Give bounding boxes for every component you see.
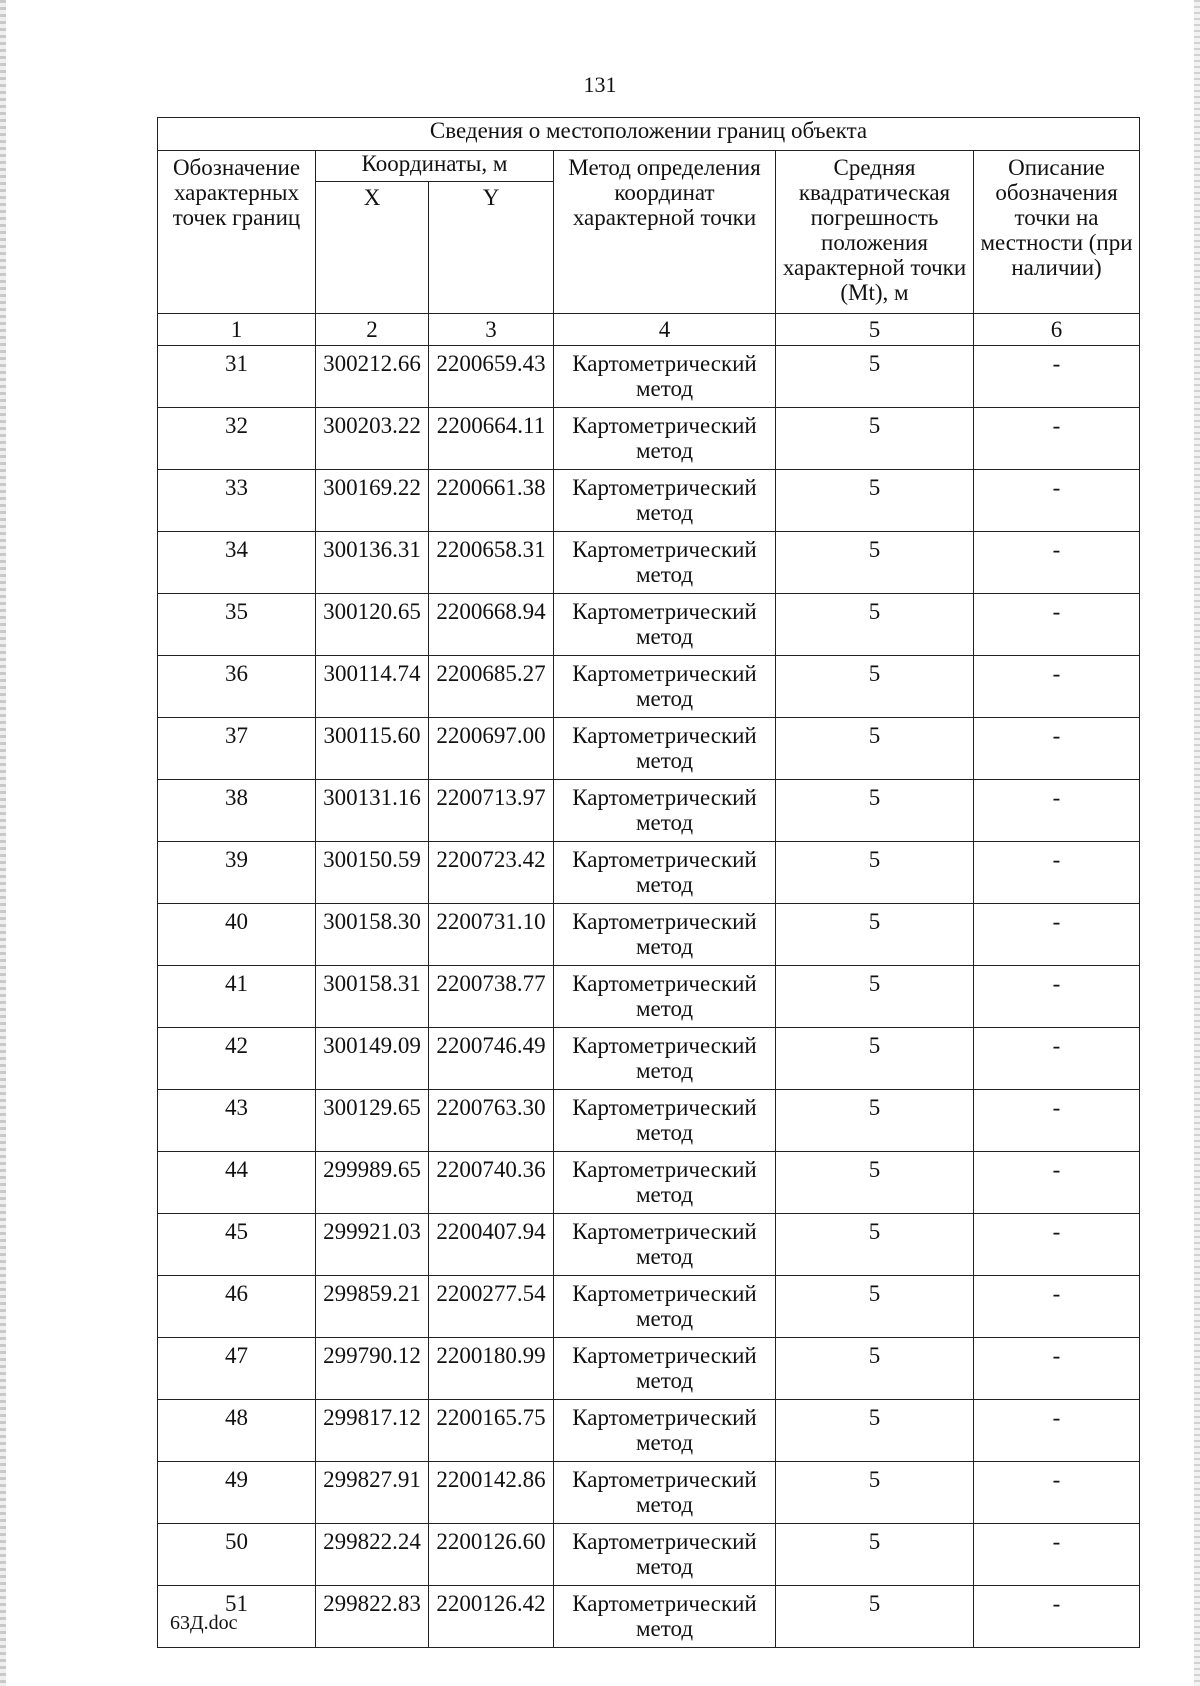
cell-y-coordinate: 2200277.54 xyxy=(429,1276,554,1338)
table-row xyxy=(158,1338,1140,1400)
table-row xyxy=(158,1090,1140,1152)
column-number-row xyxy=(158,314,1140,346)
cell-y-coordinate: 2200731.10 xyxy=(429,904,554,966)
cell-y-coordinate: 2200142.86 xyxy=(429,1462,554,1524)
cell-method: Картометрический метод xyxy=(554,408,776,470)
cell-point-number: 31 xyxy=(158,346,316,408)
cell-method: Картометрический метод xyxy=(554,1338,776,1400)
cell-method: Картометрический метод xyxy=(554,1586,776,1648)
cell-error: 5 xyxy=(776,346,974,408)
cell-error: 5 xyxy=(776,1462,974,1524)
cell-x-coordinate: 299822.83 xyxy=(316,1586,429,1648)
cell-point-number: 36 xyxy=(158,656,316,718)
cell-description: - xyxy=(974,532,1140,594)
cell-y-coordinate: 2200126.60 xyxy=(429,1524,554,1586)
cell-description: - xyxy=(974,470,1140,532)
cell-method: Картометрический метод xyxy=(554,1152,776,1214)
cell-method: Картометрический метод xyxy=(554,1462,776,1524)
cell-description: - xyxy=(974,842,1140,904)
cell-x-coordinate: 299817.12 xyxy=(316,1400,429,1462)
cell-error: 5 xyxy=(776,904,974,966)
cell-point-number: 38 xyxy=(158,780,316,842)
cell-y-coordinate: 2200723.42 xyxy=(429,842,554,904)
cell-point-number: 34 xyxy=(158,532,316,594)
cell-error: 5 xyxy=(776,1524,974,1586)
table-row xyxy=(158,1214,1140,1276)
cell-x-coordinate: 300203.22 xyxy=(316,408,429,470)
cell-description: - xyxy=(974,966,1140,1028)
cell-method: Картометрический метод xyxy=(554,780,776,842)
column-number: 1 xyxy=(158,314,316,346)
cell-point-number: 46 xyxy=(158,1276,316,1338)
cell-y-coordinate: 2200664.11 xyxy=(429,408,554,470)
cell-error: 5 xyxy=(776,780,974,842)
cell-method: Картометрический метод xyxy=(554,842,776,904)
cell-point-number: 50 xyxy=(158,1524,316,1586)
cell-point-number: 47 xyxy=(158,1338,316,1400)
cell-description: - xyxy=(974,1152,1140,1214)
cell-method: Картометрический метод xyxy=(554,656,776,718)
cell-y-coordinate: 2200738.77 xyxy=(429,966,554,1028)
cell-point-number: 42 xyxy=(158,1028,316,1090)
cell-y-coordinate: 2200713.97 xyxy=(429,780,554,842)
cell-description: - xyxy=(974,780,1140,842)
cell-method: Картометрический метод xyxy=(554,1400,776,1462)
cell-description: - xyxy=(974,1462,1140,1524)
table-row xyxy=(158,346,1140,408)
column-number: 5 xyxy=(776,314,974,346)
cell-method: Картометрический метод xyxy=(554,1028,776,1090)
cell-method: Картометрический метод xyxy=(554,532,776,594)
cell-point-number: 43 xyxy=(158,1090,316,1152)
cell-y-coordinate: 2200685.27 xyxy=(429,656,554,718)
cell-description: - xyxy=(974,718,1140,780)
cell-x-coordinate: 300212.66 xyxy=(316,346,429,408)
cell-y-coordinate: 2200697.00 xyxy=(429,718,554,780)
cell-error: 5 xyxy=(776,532,974,594)
table-row xyxy=(158,1152,1140,1214)
cell-x-coordinate: 299827.91 xyxy=(316,1462,429,1524)
cell-x-coordinate: 300129.65 xyxy=(316,1090,429,1152)
cell-point-number: 45 xyxy=(158,1214,316,1276)
cell-y-coordinate: 2200740.36 xyxy=(429,1152,554,1214)
page-number: 131 xyxy=(583,72,617,97)
scan-edge-left xyxy=(0,0,6,1686)
table-row xyxy=(158,780,1140,842)
cell-x-coordinate: 300158.30 xyxy=(316,904,429,966)
header-x: X xyxy=(316,182,429,314)
cell-method: Картометрический метод xyxy=(554,594,776,656)
column-number: 2 xyxy=(316,314,429,346)
footer-filename: 63Д.doc xyxy=(170,1612,238,1634)
cell-x-coordinate: 299822.24 xyxy=(316,1524,429,1586)
cell-method: Картометрический метод xyxy=(554,1524,776,1586)
cell-description: - xyxy=(974,1524,1140,1586)
cell-description: - xyxy=(974,1276,1140,1338)
cell-point-number: 32 xyxy=(158,408,316,470)
cell-y-coordinate: 2200763.30 xyxy=(429,1090,554,1152)
table-row xyxy=(158,408,1140,470)
cell-x-coordinate: 300131.16 xyxy=(316,780,429,842)
cell-description: - xyxy=(974,1586,1140,1648)
header-point-designation: Обозначение характерных точек границ xyxy=(158,151,316,314)
cell-y-coordinate: 2200659.43 xyxy=(429,346,554,408)
boundary-table xyxy=(157,117,1140,1648)
table-row xyxy=(158,1586,1140,1648)
table-row xyxy=(158,532,1140,594)
cell-description: - xyxy=(974,594,1140,656)
cell-method: Картометрический метод xyxy=(554,1214,776,1276)
cell-error: 5 xyxy=(776,470,974,532)
cell-x-coordinate: 300136.31 xyxy=(316,532,429,594)
table-row xyxy=(158,656,1140,718)
cell-error: 5 xyxy=(776,1586,974,1648)
cell-description: - xyxy=(974,1090,1140,1152)
cell-method: Картометрический метод xyxy=(554,346,776,408)
cell-point-number: 39 xyxy=(158,842,316,904)
cell-description: - xyxy=(974,656,1140,718)
cell-description: - xyxy=(974,1338,1140,1400)
cell-error: 5 xyxy=(776,408,974,470)
header-y: Y xyxy=(429,182,554,314)
cell-point-number: 40 xyxy=(158,904,316,966)
table-row xyxy=(158,966,1140,1028)
cell-error: 5 xyxy=(776,1152,974,1214)
cell-error: 5 xyxy=(776,718,974,780)
cell-point-number: 51 xyxy=(158,1586,316,1648)
header-description: Описание обозначения точки на местности (при наличии) xyxy=(974,151,1140,314)
table-row xyxy=(158,1524,1140,1586)
header-coordinates: Координаты, м xyxy=(316,151,554,182)
cell-point-number: 44 xyxy=(158,1152,316,1214)
cell-method: Картометрический метод xyxy=(554,470,776,532)
cell-x-coordinate: 299989.65 xyxy=(316,1152,429,1214)
cell-description: - xyxy=(974,1028,1140,1090)
cell-x-coordinate: 300149.09 xyxy=(316,1028,429,1090)
cell-y-coordinate: 2200746.49 xyxy=(429,1028,554,1090)
table-row xyxy=(158,1400,1140,1462)
cell-error: 5 xyxy=(776,1090,974,1152)
cell-x-coordinate: 300150.59 xyxy=(316,842,429,904)
cell-x-coordinate: 300169.22 xyxy=(316,470,429,532)
cell-y-coordinate: 2200661.38 xyxy=(429,470,554,532)
table-row xyxy=(158,1276,1140,1338)
cell-method: Картометрический метод xyxy=(554,904,776,966)
cell-y-coordinate: 2200658.31 xyxy=(429,532,554,594)
cell-error: 5 xyxy=(776,1028,974,1090)
table-caption: Сведения о местоположении границ объекта xyxy=(158,118,1140,151)
cell-error: 5 xyxy=(776,1338,974,1400)
cell-error: 5 xyxy=(776,656,974,718)
column-number: 6 xyxy=(974,314,1140,346)
table-body xyxy=(158,346,1140,1648)
cell-point-number: 49 xyxy=(158,1462,316,1524)
cell-point-number: 41 xyxy=(158,966,316,1028)
table-row xyxy=(158,904,1140,966)
cell-x-coordinate: 300115.60 xyxy=(316,718,429,780)
table-row xyxy=(158,1028,1140,1090)
header-method: Метод определения координат характерной точки xyxy=(554,151,776,314)
cell-y-coordinate: 2200180.99 xyxy=(429,1338,554,1400)
cell-method: Картометрический метод xyxy=(554,966,776,1028)
cell-method: Картометрический метод xyxy=(554,1090,776,1152)
cell-error: 5 xyxy=(776,594,974,656)
cell-description: - xyxy=(974,904,1140,966)
table-row xyxy=(158,842,1140,904)
cell-description: - xyxy=(974,1214,1140,1276)
cell-x-coordinate: 300120.65 xyxy=(316,594,429,656)
cell-x-coordinate: 300114.74 xyxy=(316,656,429,718)
cell-x-coordinate: 299790.12 xyxy=(316,1338,429,1400)
cell-x-coordinate: 299921.03 xyxy=(316,1214,429,1276)
cell-description: - xyxy=(974,408,1140,470)
cell-point-number: 35 xyxy=(158,594,316,656)
cell-error: 5 xyxy=(776,1400,974,1462)
table-row xyxy=(158,718,1140,780)
column-number: 4 xyxy=(554,314,776,346)
table-row xyxy=(158,1462,1140,1524)
cell-method: Картометрический метод xyxy=(554,718,776,780)
cell-error: 5 xyxy=(776,1214,974,1276)
column-number: 3 xyxy=(429,314,554,346)
cell-y-coordinate: 2200668.94 xyxy=(429,594,554,656)
cell-error: 5 xyxy=(776,966,974,1028)
cell-error: 5 xyxy=(776,842,974,904)
scan-edge-right xyxy=(1194,0,1200,1686)
cell-x-coordinate: 300158.31 xyxy=(316,966,429,1028)
cell-description: - xyxy=(974,1400,1140,1462)
cell-description: - xyxy=(974,346,1140,408)
header-error: Средняя квадратическая погрешность положения характерной точки (Mt), м xyxy=(776,151,974,314)
cell-y-coordinate: 2200126.42 xyxy=(429,1586,554,1648)
cell-point-number: 37 xyxy=(158,718,316,780)
cell-point-number: 33 xyxy=(158,470,316,532)
table-row xyxy=(158,470,1140,532)
cell-x-coordinate: 299859.21 xyxy=(316,1276,429,1338)
cell-y-coordinate: 2200165.75 xyxy=(429,1400,554,1462)
cell-y-coordinate: 2200407.94 xyxy=(429,1214,554,1276)
cell-error: 5 xyxy=(776,1276,974,1338)
table-row xyxy=(158,594,1140,656)
cell-point-number: 48 xyxy=(158,1400,316,1462)
cell-method: Картометрический метод xyxy=(554,1276,776,1338)
